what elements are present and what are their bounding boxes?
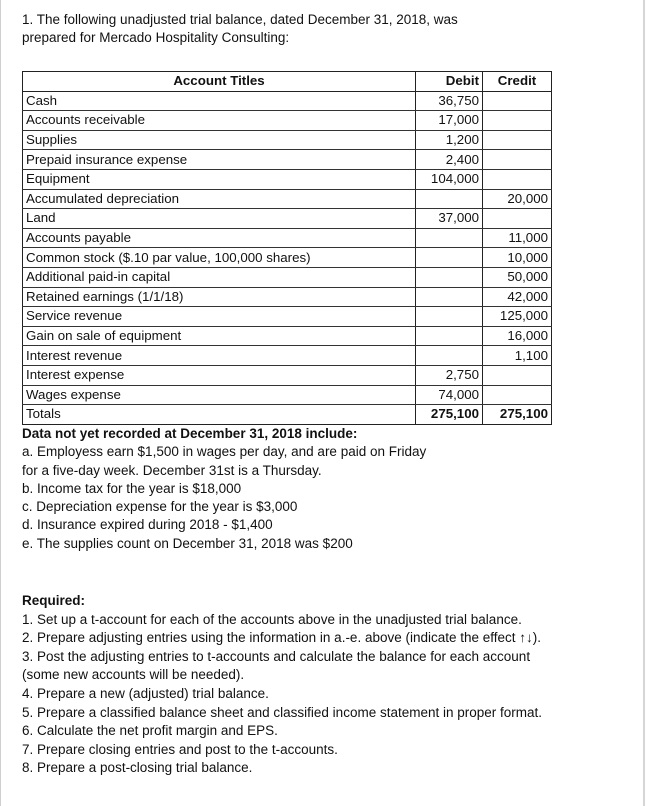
- page-right-rule: [643, 0, 645, 806]
- table-row: [23, 385, 552, 405]
- table-row: [23, 267, 552, 287]
- table-row: [23, 287, 552, 307]
- debit-value: [416, 307, 483, 327]
- account-title: Wages expense: [23, 385, 416, 405]
- debit-value: [416, 326, 483, 346]
- debit-value: 2,400: [416, 150, 483, 170]
- list-item: 3. Post the adjusting entries to t-accounts and calculate the balance for each account: [22, 648, 531, 664]
- debit-value: [416, 287, 483, 307]
- list-item: 7. Prepare closing entries and post to the t-accounts.: [22, 741, 338, 757]
- totals-label: Totals: [23, 405, 416, 425]
- table-row: [23, 326, 552, 346]
- debit-value: 37,000: [416, 209, 483, 229]
- debit-value: [416, 248, 483, 268]
- table-row: [23, 91, 552, 111]
- credit-value: 42,000: [483, 287, 552, 307]
- debit-value: [416, 267, 483, 287]
- list-item: d. Insurance expired during 2018 - $1,400: [22, 517, 273, 533]
- table-row: [23, 228, 552, 248]
- credit-value: [483, 385, 552, 405]
- table-header-row: [23, 72, 552, 92]
- credit-value: 11,000: [483, 228, 552, 248]
- table-row: [23, 189, 552, 209]
- page-left-rule: [0, 0, 1, 806]
- credit-value: [483, 91, 552, 111]
- credit-value: 125,000: [483, 307, 552, 327]
- total-credit: 275,100: [483, 405, 552, 425]
- account-title: Additional paid-in capital: [23, 267, 416, 287]
- required-section: [22, 592, 622, 778]
- debit-value: [416, 189, 483, 209]
- debit-header: Debit: [416, 72, 483, 92]
- debit-value: 17,000: [416, 111, 483, 131]
- list-item: c. Depreciation expense for the year is $3,000: [22, 499, 298, 515]
- account-title: Gain on sale of equipment: [23, 326, 416, 346]
- account-title: Accounts receivable: [23, 111, 416, 131]
- list-item: 1. Set up a t-account for each of the accounts above in the unadjusted trial balance.: [22, 611, 522, 627]
- debit-value: 36,750: [416, 91, 483, 111]
- debit-value: [416, 228, 483, 248]
- credit-value: 1,100: [483, 346, 552, 366]
- total-debit: 275,100: [416, 405, 483, 425]
- list-item: e. The supplies count on December 31, 2018 was $200: [22, 535, 353, 551]
- account-title: Prepaid insurance expense: [23, 150, 416, 170]
- account-title: Retained earnings (1/1/18): [23, 287, 416, 307]
- list-item: 4. Prepare a new (adjusted) trial balance.: [22, 685, 269, 701]
- list-item: b. Income tax for the year is $18,000: [22, 480, 242, 496]
- account-titles-header: Account Titles: [23, 72, 416, 92]
- list-item: 5. Prepare a classified balance sheet and classified income statement in proper format.: [22, 704, 543, 720]
- list-item: 2. Prepare adjusting entries using the information in a.-e. above (indicate the effect ↑↓).: [22, 630, 542, 646]
- list-item: 6. Calculate the net profit margin and EPS.: [22, 723, 278, 739]
- intro-paragraph: [22, 11, 582, 47]
- table-row: [23, 248, 552, 268]
- table-row: [23, 209, 552, 229]
- section-heading: Data not yet recorded at December 31, 2018 include:: [22, 426, 358, 441]
- credit-value: [483, 209, 552, 229]
- account-title: Equipment: [23, 169, 416, 189]
- debit-value: [416, 346, 483, 366]
- intro-line: 1. The following unadjusted trial balance, dated December 31, 2018, was: [22, 12, 458, 27]
- trial-balance-table: [22, 71, 552, 425]
- credit-value: [483, 130, 552, 150]
- account-title: Interest revenue: [23, 346, 416, 366]
- account-title: Common stock ($.10 par value, 100,000 shares): [23, 248, 416, 268]
- table-row: [23, 111, 552, 131]
- credit-value: [483, 150, 552, 170]
- credit-header: Credit: [483, 72, 552, 92]
- credit-value: [483, 169, 552, 189]
- account-title: Accounts payable: [23, 228, 416, 248]
- credit-value: 16,000: [483, 326, 552, 346]
- list-item: for a five-day week. December 31st is a Thursday.: [22, 462, 322, 478]
- credit-value: 20,000: [483, 189, 552, 209]
- credit-value: [483, 111, 552, 131]
- totals-row: [23, 405, 552, 425]
- debit-value: 2,750: [416, 365, 483, 385]
- section-heading: Required:: [22, 593, 86, 608]
- list-item: a. Employess earn $1,500 in wages per day, and are paid on Friday: [22, 444, 427, 460]
- credit-value: [483, 365, 552, 385]
- table-row: [23, 150, 552, 170]
- table-row: [23, 130, 552, 150]
- table-row: [23, 169, 552, 189]
- debit-value: 1,200: [416, 130, 483, 150]
- account-title: Supplies: [23, 130, 416, 150]
- unrecorded-data-section: [22, 425, 582, 553]
- account-title: Cash: [23, 91, 416, 111]
- debit-value: 74,000: [416, 385, 483, 405]
- table-row: [23, 365, 552, 385]
- credit-value: 50,000: [483, 267, 552, 287]
- account-title: Interest expense: [23, 365, 416, 385]
- account-title: Service revenue: [23, 307, 416, 327]
- intro-line: prepared for Mercado Hospitality Consulting:: [22, 30, 290, 45]
- list-item: 8. Prepare a post-closing trial balance.: [22, 760, 253, 776]
- debit-value: 104,000: [416, 169, 483, 189]
- list-item: (some new accounts will be needed).: [22, 667, 245, 683]
- account-title: Accumulated depreciation: [23, 189, 416, 209]
- credit-value: 10,000: [483, 248, 552, 268]
- account-title: Land: [23, 209, 416, 229]
- table-row: [23, 307, 552, 327]
- table-row: [23, 346, 552, 366]
